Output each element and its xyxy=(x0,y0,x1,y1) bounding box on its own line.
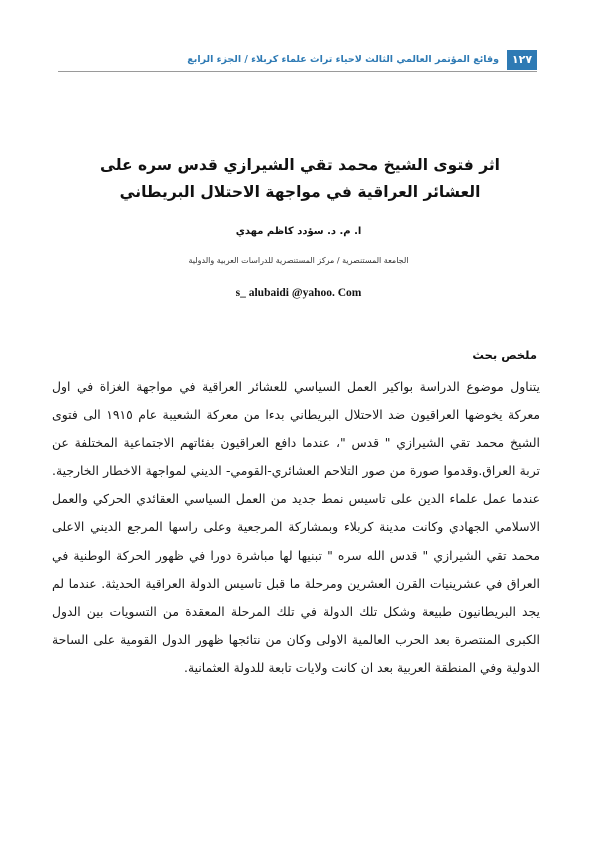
abstract-body: يتناول موضوع الدراسة بواكير العمل السياسي للعشائر العراقية في مواجهة الغزاة في اول معركة يخوضها العراقيون ضد الاحتلال البريطاني بدءا من معركة الشعيبة عام ١٩١٥ الى فتوى الشيخ محمد تقي الشيرازي " قدس "، عندما دافع العراقيون بفئاتهم الاجتماعية المختلفة عن تربة العراق.وقدموا صورة من صور التلاحم العشائري-القومي- الديني لمواجهة الاخطار الخارجية. عندما عمل علماء الدين على تاسيس نمط جديد من العمل السياسي العقائدي الحركي والعمل الاسلامي الجهادي وكانت مدينة كربلاء وبمشاركة المرجعية وعلى راسها المرجع الديني الاعلى محمد تقي الشيرازي " قدس الله سره " تبنيها لها مباشرة دورا في ظهور الحركة الوطنية في العراق في عشرينيات القرن العشرين ومرحلة ما قبل تاسيس الدولة العراقية الحديثة. عندما لم يجد البريطانيون طبيعة وشكل تلك الدولة في تلك المرحلة المعقدة من التسويات بين الدول الكبرى المنتصرة بعد الحرب العالمية الاولى وكان من نتائجها ظهور الدول القومية على الساحة الدولية وفي المنطقة العربية بعد ان كانت ولايات تابعة للدولة العثمانية. xyxy=(52,379,540,675)
author-affiliation: الجامعة المستنصرية / مركز المستنصرية للدراسات العربية والدولية xyxy=(188,256,409,265)
author-email: s_ alubaidi @yahoo. Com xyxy=(235,287,362,299)
author-name: ا. م. د. سؤدد كاظم مهدي xyxy=(235,226,362,237)
header-divider xyxy=(58,71,537,72)
abstract-heading: ملخص بحث xyxy=(472,348,537,362)
page-number-badge: ١٢٧ xyxy=(507,50,537,70)
running-header xyxy=(0,50,597,72)
paper-title: اثر فتوى الشيخ محمد تقي الشيرازي قدس سره على العشائر العراقية في مواجهة الاحتلال البريطاني xyxy=(100,156,500,201)
running-header-text: وقائع المؤتمر العالمي الثالث لاحياء تراث علماء كربلاء / الجزء الرابع xyxy=(187,54,499,65)
